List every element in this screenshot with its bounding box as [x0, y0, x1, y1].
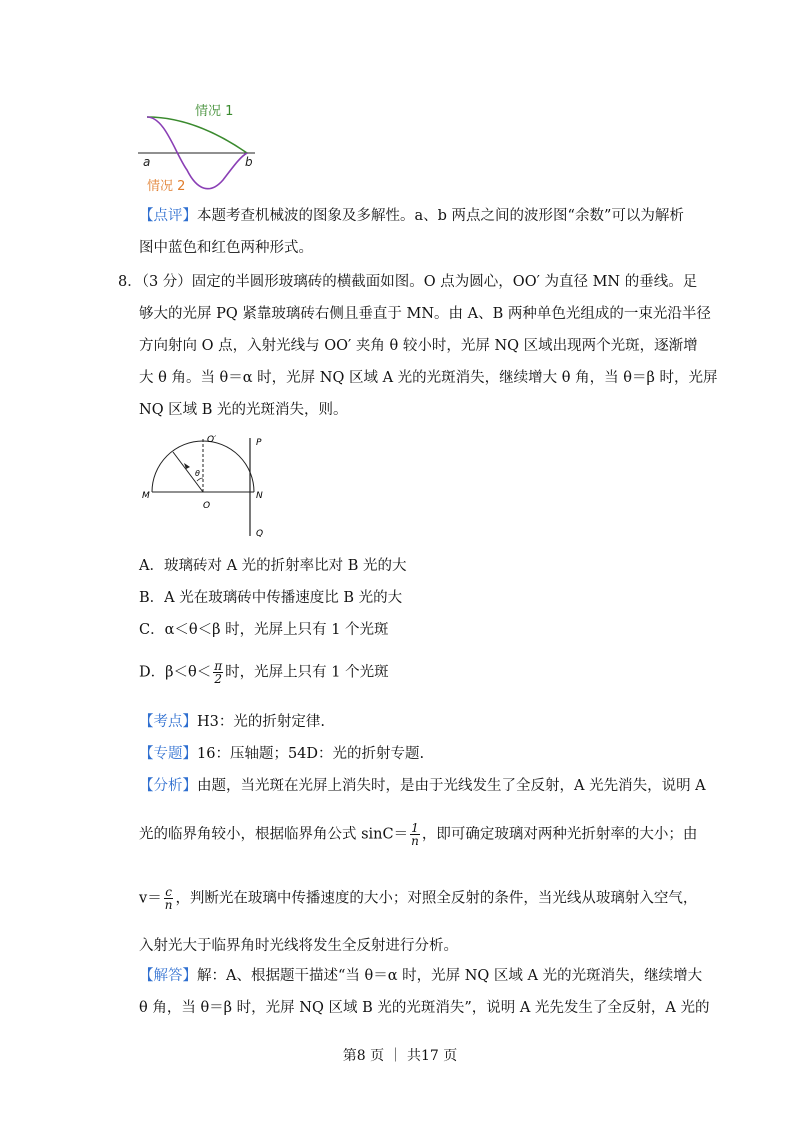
label-O: O	[203, 501, 211, 511]
zhuanti-tag: 【专题】	[139, 746, 197, 762]
label-Q: Q	[256, 529, 264, 539]
kaodian-tag: 【考点】	[139, 714, 197, 730]
fenxi-line3: v＝ $\frac{c}{n}$ ，判断光在玻璃中传播速度的大小；对照全反射的条件，当光线从玻璃射入空气，	[139, 885, 698, 912]
pi-over-2-fraction: $\frac{\pi}{2}$	[214, 659, 223, 686]
page-footer: 第8 页 ｜ 共17 页	[342, 1048, 458, 1064]
label-case1: 情况 1	[195, 104, 234, 119]
option-d: D．β＜θ＜ $\frac{\pi}{2}$ 时，光屏上只有 1 个光斑	[139, 659, 389, 686]
fenxi-tag: 【分析】	[139, 778, 197, 794]
option-a: A．玻璃砖对 A 光的折射率比对 B 光的大	[139, 558, 407, 574]
question8-line1: 8．（3 分）固定的半圆形玻璃砖的横截面如图。O 点为圆心，OO′ 为直径 MN 的垂线。足	[118, 274, 698, 290]
label-M: M	[142, 491, 150, 501]
question8-line3: 方向射向 O 点，入射光线与 OO′ 夹角 θ 较小时，光屏 NQ 区域出现两个光斑，逐渐增	[139, 338, 698, 354]
wave-case1-curve	[147, 117, 247, 153]
label-case2: 情况 2	[147, 179, 186, 194]
question8-line5: NQ 区域 B 光的光斑消失，则。	[139, 402, 348, 418]
label-point-a: a	[143, 155, 151, 169]
label-P: P	[256, 438, 262, 448]
semicircle-figure	[140, 432, 275, 542]
zhuanti-line: 【专题】16：压轴题；54D：光的折射专题.	[139, 746, 425, 762]
label-point-b: b	[245, 155, 253, 169]
review-line2: 图中蓝色和红色两种形式。	[139, 240, 313, 256]
question8-line4: 大 θ 角。当 θ＝α 时，光屏 NQ 区域 A 光的光斑消失，继续增大 θ 角，当 θ＝β 时，光屏	[139, 370, 718, 386]
label-O-prime: O′	[207, 435, 217, 445]
kaodian-line: 【考点】H3：光的折射定律.	[139, 714, 325, 730]
label-theta: θ	[195, 469, 200, 478]
one-over-n-fraction: $\frac{1}{n}$	[411, 821, 419, 848]
review-tag: 【点评】	[139, 208, 197, 224]
review-line1: 【点评】本题考查机械波的图象及多解性。a、b 两点之间的波形图“余数”可以为解析	[139, 208, 684, 224]
question8-line2: 够大的光屏 PQ 紧靠玻璃砖右侧且垂直于 MN。由 A、B 两种单色光组成的一束光沿半径	[139, 306, 711, 322]
option-c: C．α＜θ＜β 时，光屏上只有 1 个光斑	[139, 622, 389, 638]
fenxi-line1: 【分析】由题，当光斑在光屏上消失时，是由于光线发生了全反射，A 光先消失，说明 A	[139, 778, 706, 794]
angle-arc	[197, 478, 203, 481]
label-N: N	[256, 491, 263, 501]
c-over-n-fraction: $\frac{c}{n}$	[164, 885, 173, 912]
fenxi-line4: 入射光大于临界角时光线将发生全反射进行分析。	[139, 938, 458, 954]
wave-figure	[135, 95, 275, 200]
jieda-tag: 【解答】	[139, 968, 197, 984]
option-b: B．A 光在玻璃砖中传播速度比 B 光的大	[139, 590, 403, 606]
jieda-line1: 【解答】解：A、根据题干描述“当 θ＝α 时，光屏 NQ 区域 A 光的光斑消失，继续增大	[139, 968, 703, 984]
fenxi-line2: 光的临界角较小，根据临界角公式 sinC＝ $\frac{1}{n}$ ，即可确定玻璃对两种光折射率的大小；由	[139, 821, 698, 848]
jieda-line2: θ 角，当 θ＝β 时，光屏 NQ 区域 B 光的光斑消失”，说明 A 光先发生了全反射，A 光的	[139, 1000, 710, 1016]
